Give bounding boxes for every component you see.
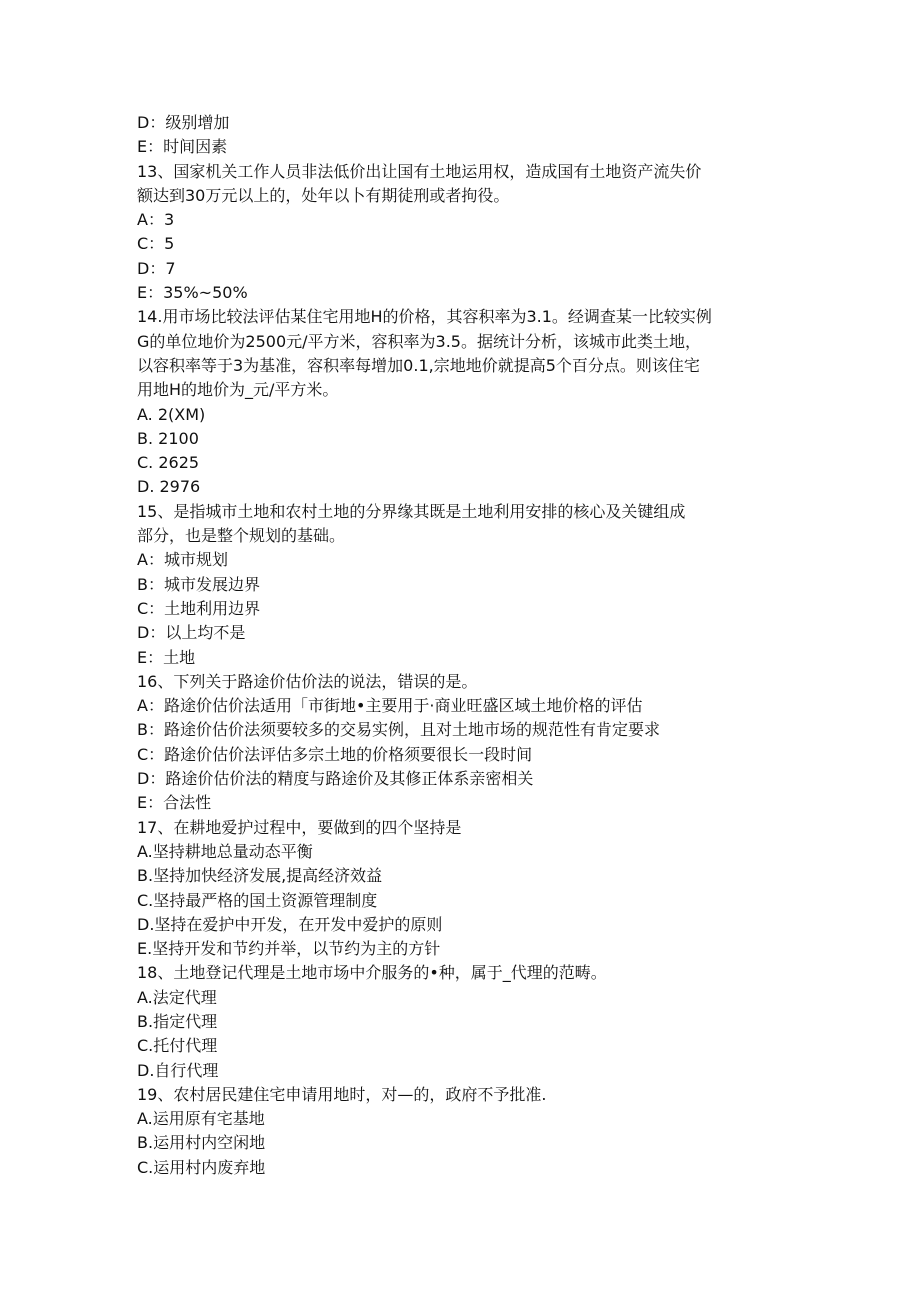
q14-option-a: A. 2(XM) xyxy=(137,404,206,424)
q16-option-a: A：路途价估价法适用「市街地•主要用于·商业旺盛区域土地价格的评估 xyxy=(137,696,643,716)
q13-option-e: E：35%~50% xyxy=(137,283,248,303)
q13-option-d: D：7 xyxy=(137,258,176,278)
q17-option-b: B.坚持加快经济发展,提高经济效益 xyxy=(137,866,383,886)
q18-option-a: A.法定代理 xyxy=(137,987,217,1007)
q14-option-b: B. 2100 xyxy=(137,428,199,448)
question-15-text-cont: 部分，也是整个规划的基础。 xyxy=(137,526,346,546)
q19-option-b: B.运用村内空闲地 xyxy=(137,1133,266,1153)
question-15-text: 15、是指城市土地和农村土地的分界缘其既是土地利用安排的核心及关键组成 xyxy=(137,501,686,521)
q17-option-a: A.坚持耕地总量动态平衡 xyxy=(137,841,313,861)
q18-option-d: D.自行代理 xyxy=(137,1060,219,1080)
q16-option-c: C：路途价估价法评估多宗土地的价格须要很长一段时间 xyxy=(137,744,533,764)
q18-option-c: C.托付代理 xyxy=(137,1036,218,1056)
question-16-text: 16、下列关于路途价估价法的说法，错误的是。 xyxy=(137,671,478,691)
q15-option-a: A：城市规划 xyxy=(137,550,228,570)
q17-option-e: E.坚持开发和节约并举，以节约为主的方针 xyxy=(137,939,441,959)
q15-option-e: E：土地 xyxy=(137,647,196,667)
q17-option-d: D.坚持在爱护中开发，在开发中爱护的原则 xyxy=(137,914,443,934)
question-14-text: 14.用市场比较法评估某住宅用地H的价格，其容积率为3.1。经调查某一比较实例 xyxy=(137,307,712,327)
option-d-text: D：级别增加 xyxy=(137,113,230,132)
q13-option-a: A：3 xyxy=(137,210,175,230)
q15-option-b: B：城市发展边界 xyxy=(137,574,260,594)
q17-option-c: C.坚持最严格的国土资源管理制度 xyxy=(137,890,378,910)
question-14-text-cont: G的单位地价为2500元/平方米，容积率为3.5。据统计分析，该城市此类土地， xyxy=(137,331,701,351)
question-13-text-cont: 额达到30万元以上的，处年以卜有期徒刑或者拘役。 xyxy=(137,185,510,205)
q19-option-c: C.运用村内废弃地 xyxy=(137,1157,266,1177)
q16-option-e: E：合法性 xyxy=(137,793,212,813)
q16-option-b: B：路途价估价法须要较多的交易实例，且对土地市场的规范性有肯定要求 xyxy=(137,720,660,740)
option-e-text: E：时间因素 xyxy=(137,137,228,157)
q14-option-c: C. 2625 xyxy=(137,453,200,473)
question-19-text: 19、农村居民建住宅申请用地时，对—的，政府不予批准. xyxy=(137,1084,547,1104)
question-14-text-cont: 用地H的地价为_元/平方米。 xyxy=(137,380,339,400)
question-17-text: 17、在耕地爱护过程中，要做到的四个坚持是 xyxy=(137,817,462,837)
q18-option-b: B.指定代理 xyxy=(137,1011,218,1031)
q16-option-d: D：路途价估价法的精度与路途价及其修正体系亲密相关 xyxy=(137,769,534,789)
q15-option-c: C：土地利用边界 xyxy=(137,598,261,618)
document-page xyxy=(137,111,787,1180)
question-18-text: 18、土地登记代理是土地市场中介服务的•种，属于_代理的范畴。 xyxy=(137,963,607,983)
question-14-text-cont: 以容积率等于3为基准，容积率每增加0.1,宗地地价就提高5个百分点。则该住宅 xyxy=(137,355,700,375)
q13-option-c: C：5 xyxy=(137,234,175,254)
q15-option-d: D：以上均不是 xyxy=(137,623,246,643)
question-13-text: 13、国家机关工作人员非法低价出让国有土地运用权，造成国有土地资产流失价 xyxy=(137,161,702,181)
q14-option-d: D. 2976 xyxy=(137,477,201,497)
q19-option-a: A.运用原有宅基地 xyxy=(137,1109,265,1129)
